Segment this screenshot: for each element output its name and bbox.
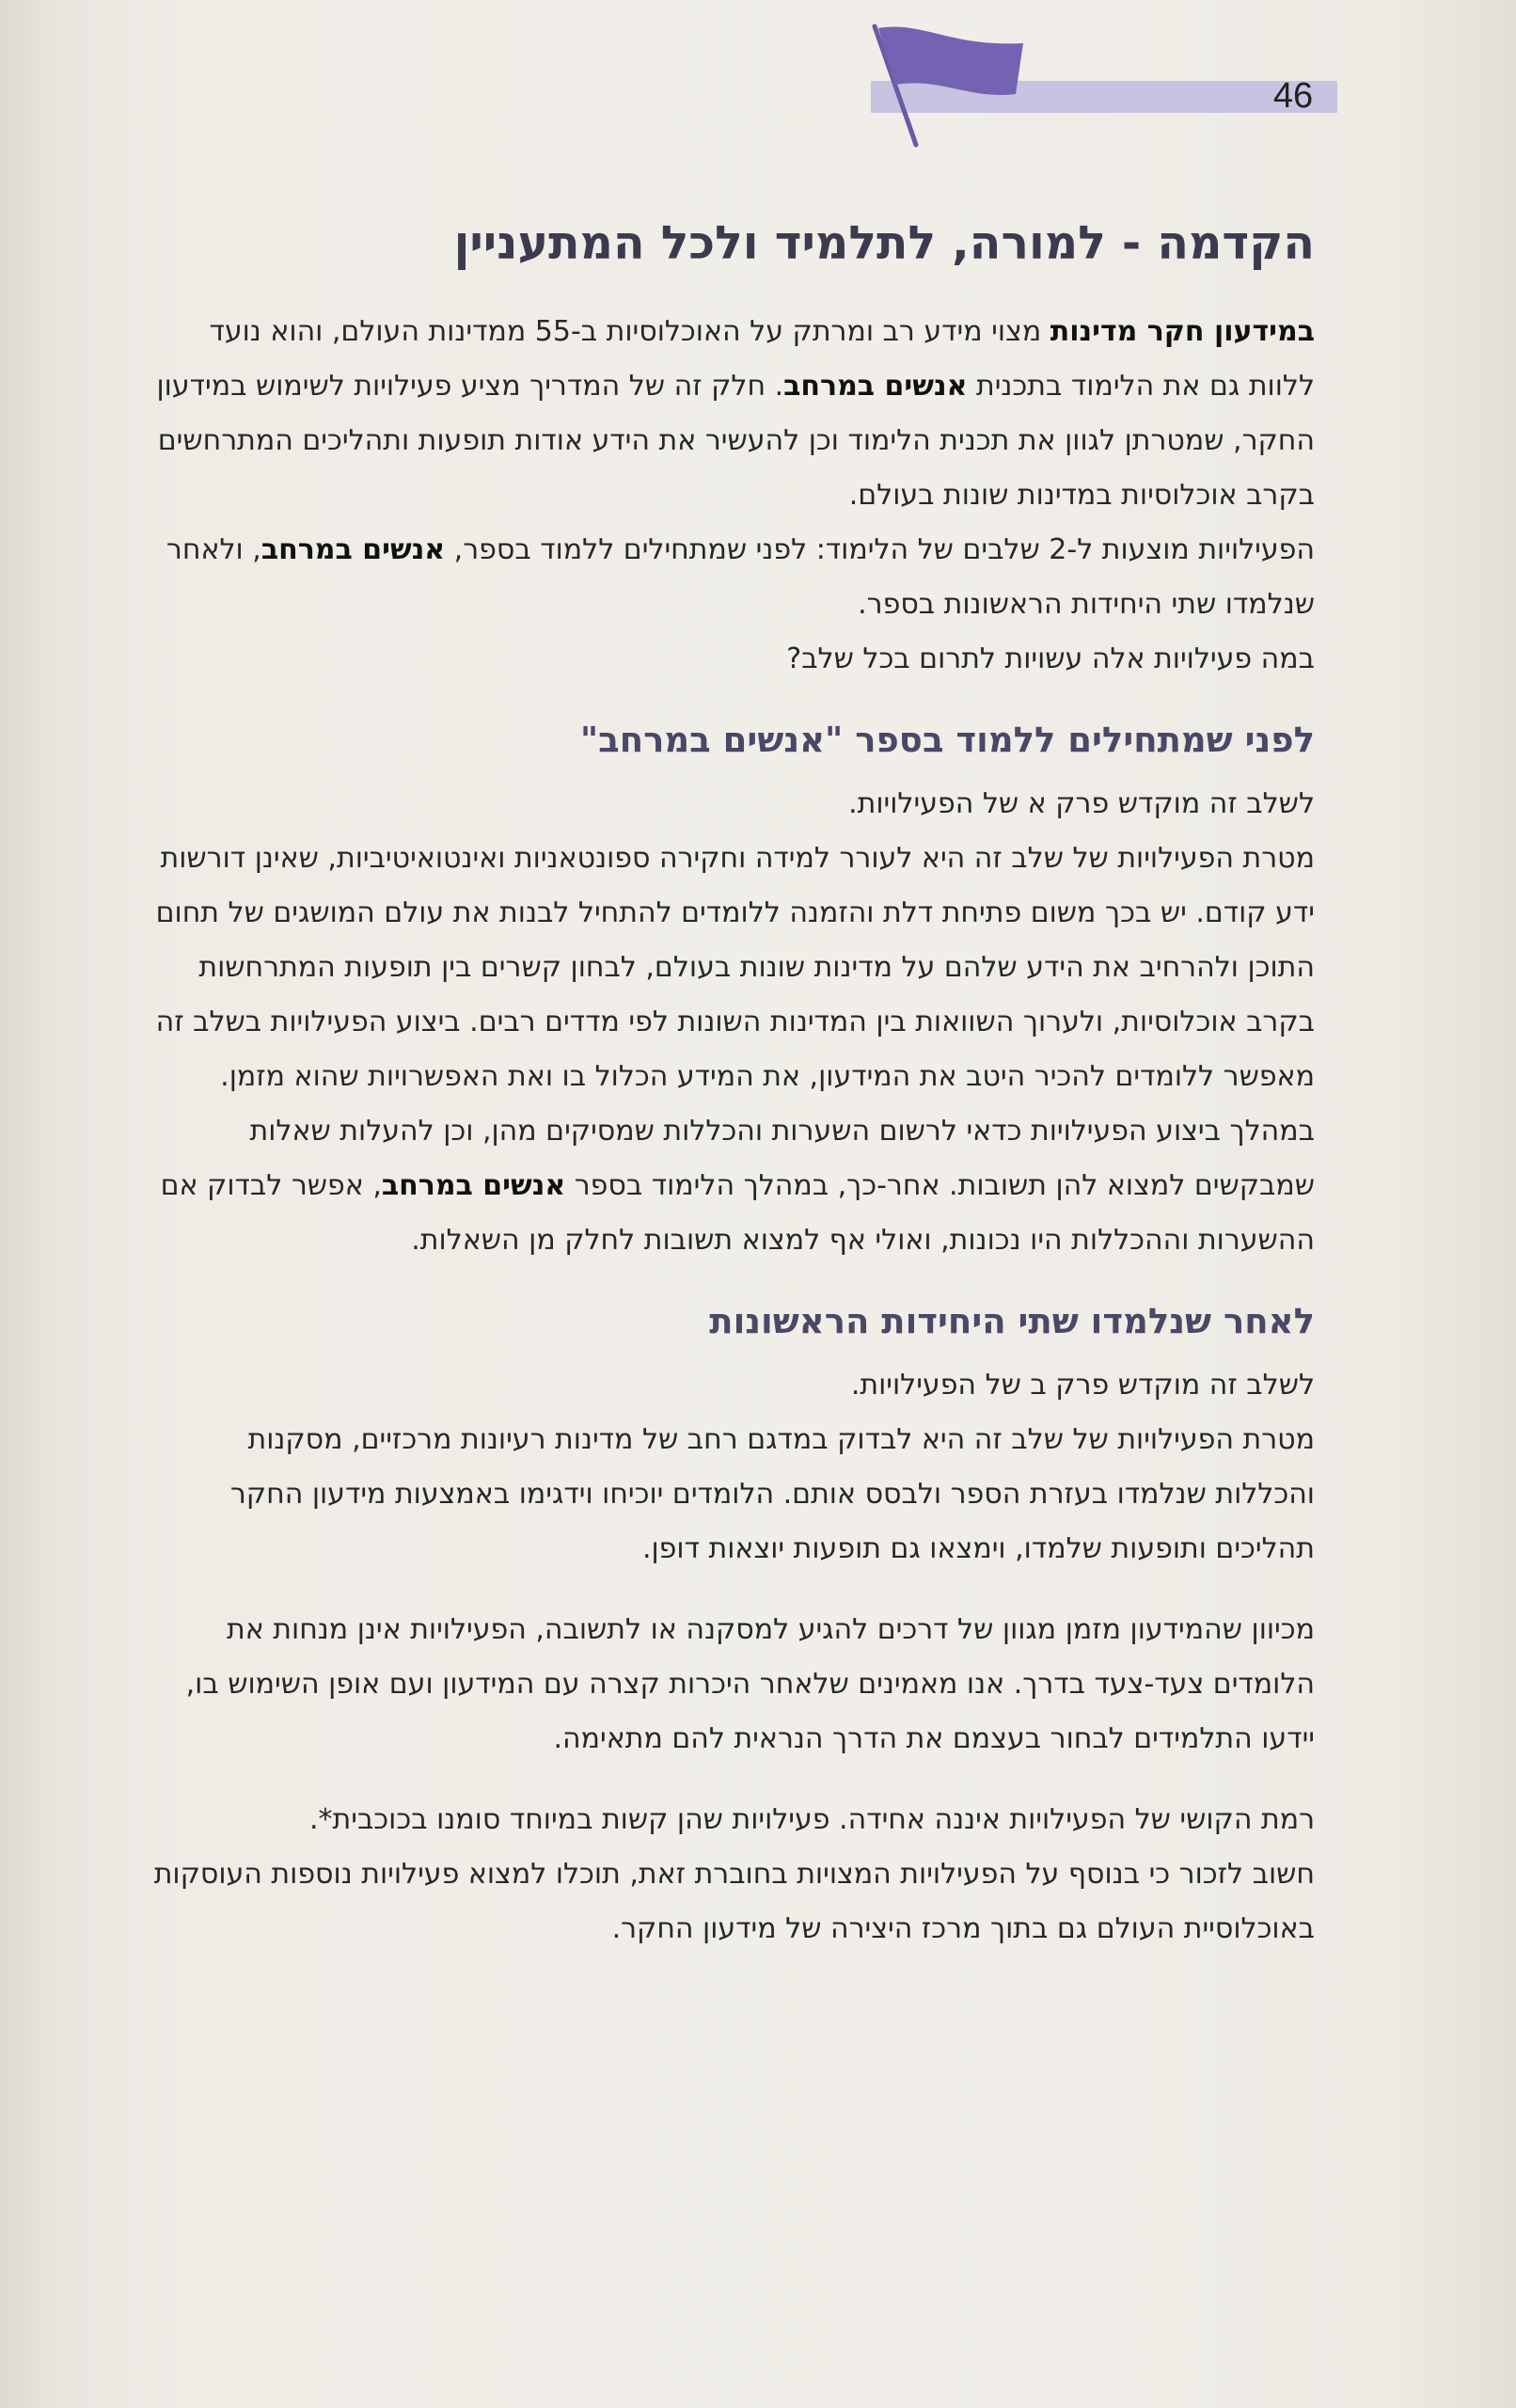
section-heading-after: לאחר שנלמדו שתי היחידות הראשונות bbox=[709, 1301, 1315, 1341]
intro-paragraph-3: במה פעילויות אלה עשויות לתרום בכל שלב? bbox=[786, 642, 1315, 675]
intro-paragraph-1 bbox=[149, 305, 1315, 523]
intro-paragraph-2 bbox=[149, 523, 1315, 632]
section2-paragraph-3: מכיוון שהמידעון מזמן מגוון של דרכים להגיע למסקנה או לתשובה, הפעילויות אינן מנחות את הלומדים צעד-צעד בדרך. אנו מאמינים שלאחר היכרות קצרה עם המידעון ועם אופן השימוש בו, יידעו התלמידים לבחור בעצמם את הדרך הנראית להם מתאימה. bbox=[185, 1613, 1315, 1755]
section2-paragraph-5: חשוב לזכור כי בנוסף על הפעילויות המצויות בחוברת זאת, תוכלו למצוא פעילויות נוספות העוסקות באוכלוסיית העולם גם בתוך מרכז היצירה של מידעון החקר. bbox=[153, 1858, 1315, 1945]
page-title: הקדמה - למורה, לתלמיד ולכל המתעניין bbox=[453, 216, 1315, 270]
section2-paragraph-1: לשלב זה מוקדש פרק ב של הפעילויות. bbox=[850, 1369, 1315, 1402]
section1-paragraph-2: מטרת הפעילויות של שלב זה היא לעורר למידה וחקירה ספונטאניות ואינטואיטיביות, שאינן דורשות ידע קודם. יש בכך משום פתיחת דלת והזמנה ללומדים להתחיל לבנות את עולם המושגים של תחום התוכן ולהרחיב את הידע שלהם על מדינות שונות בעולם, לבחון קשרים בין תופעות המתרחשות בקרב אוכלוסיות, ולערוך השוואות בין המדינות השונות לפי מדדים רבים. ביצוע הפעילויות בשלב זה מאפשר ללומדים להכיר היטב את המידעון, את המידע הכלול בו ואת האפשרויות שהוא מזמן. bbox=[155, 842, 1315, 1093]
paragraph-text: , ולאחר שנלמדו שתי היחידות הראשונות בספר. bbox=[166, 533, 1315, 621]
paragraph-text: , אפשר לבדוק אם ההשערות וההכללות היו נכונות, ואולי אף למצוא תשובות לחלק מן השאלות. bbox=[160, 1169, 1315, 1257]
paragraph-text: במהלך ביצוע הפעילויות כדאי לרשום השערות והכללות שמסיקים מהן, וכן להעלות שאלות שמבקשים למצוא להן תשובות. אחר-כך, במהלך הלימוד בספר bbox=[249, 1115, 1315, 1202]
paragraph-text: הפעילויות מוצעות ל-2 שלבים של הלימוד: לפני שמתחילים ללמוד בספר, bbox=[445, 533, 1315, 566]
section1-paragraph-3 bbox=[149, 1104, 1315, 1268]
section2-paragraph-2: מטרת הפעילויות של שלב זה היא לבדוק במדגם רחב של מדינות רעיונות מרכזיים, מסקנות והכללות שנלמדו בעזרת הספר ולבסס אותם. הלומדים יוכיחו וידגימו באמצעות מידעון החקר תהליכים ותופעות שלמדו, וימצאו גם תופעות יוצאות דופן. bbox=[229, 1423, 1315, 1565]
paragraph-text: מצוי מידע רב ומרתק על האוכלוסיות ב-55 ממדינות העולם, והוא נועד ללוות גם את הלימוד בתכנית bbox=[209, 315, 1315, 403]
bold-text: במידעון חקר מדינות bbox=[1050, 315, 1315, 348]
page-content bbox=[149, 207, 1315, 1956]
section-heading-before: לפני שמתחילים ללמוד בספר "אנשים במרחב" bbox=[579, 720, 1315, 760]
bold-text: אנשים במרחב bbox=[783, 370, 968, 403]
bold-text: אנשים במרחב bbox=[261, 533, 446, 566]
section1-paragraph-1: לשלב זה מוקדש פרק א של הפעילויות. bbox=[848, 787, 1315, 820]
page-number: 46 bbox=[1272, 76, 1314, 116]
paragraph-text: . חלק זה של המדריך מציע פעילויות לשימוש במידעון החקר, שמטרתן לגוון את תכנית הלימוד וכן להעשיר את הידע אודות תופעות ותהליכים המתרחשים בקרב אוכלוסיות במדינות שונות בעולם. bbox=[156, 370, 1315, 512]
flag-icon bbox=[865, 19, 1030, 150]
bold-text: אנשים במרחב bbox=[381, 1169, 566, 1202]
section2-paragraph-4: רמת הקושי של הפעילויות איננה אחידה. פעילויות שהן קשות במיוחד סומנו בכוכבית*. bbox=[309, 1803, 1315, 1836]
